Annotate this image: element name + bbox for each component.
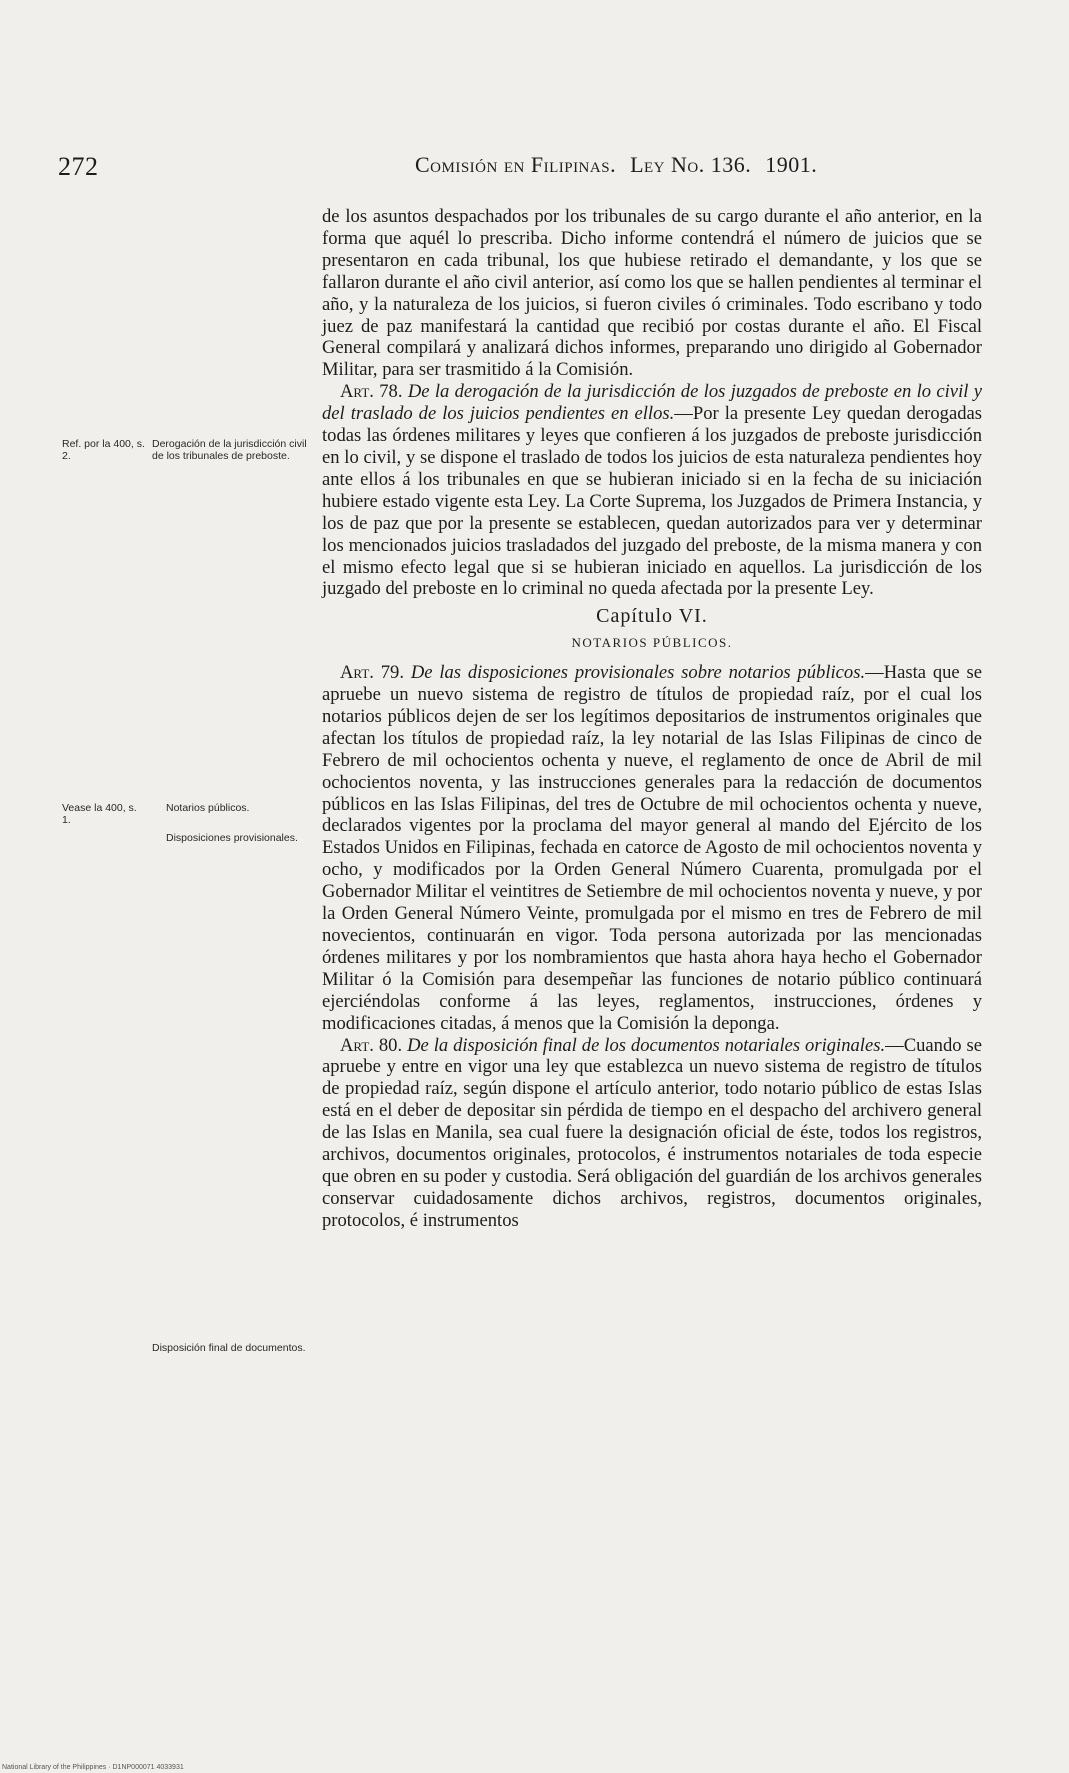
main-text xyxy=(322,206,982,1232)
running-head-year: 1901. xyxy=(765,152,818,177)
chapter-heading: Capítulo VI. xyxy=(596,605,708,628)
article-80-label: Art. 80. xyxy=(340,1034,403,1056)
page-number: 272 xyxy=(58,152,99,181)
article-78-text: —Por la presente Ley quedan derogadas todas las órdenes militares y leyes que confieren á los juzgados de preboste jurisdicción en lo civil, y se dispone el traslado de todos los juicios de esta naturaleza pendientes hoy ante ellos á los tribunales en que se hubieran iniciado si en la fecha de su iniciación hubiere estado vigente esta Ley. La Corte Suprema, los Juzgados de Primera Instancia, y los de paz que por la presente se establecen, quedan autorizados para ver y determinar los mencionados juicios trasladados del juzgado del preboste, de la misma manera y con el mismo efecto legal que si se hubieran iniciado en aquellos. La jurisdicción de los juzgado del preboste en lo criminal no queda afectada por la presente Ley. xyxy=(322,403,983,600)
scan-footer: National Library of the Philippines · D1NP000071 4033931 xyxy=(2,1764,184,1771)
article-78 xyxy=(322,381,982,600)
margin-ref-art79: Vease la 400, s. 1. xyxy=(62,802,137,826)
article-79-label: Art. 79. xyxy=(340,662,404,684)
running-head-title: Comisión en Filipinas. xyxy=(415,152,617,177)
margin-note-art79: Disposiciones provisionales. xyxy=(166,832,298,844)
article-79-title: De las disposiciones provisionales sobre notarios públicos. xyxy=(410,662,866,684)
article-79 xyxy=(322,662,982,1034)
chapter-title: NOTARIOS PÚBLICOS. xyxy=(571,635,733,651)
continuation-paragraph: de los asuntos despachados por los tribunales de su cargo durante el año anterior, en la forma que aquél lo prescriba. Dicho informe contendrá el número de juicios que se presentaron en cada tribunal, los que hubiese retirado el demandante, y los que se fallaron durante el año civil anterior, así como los que se hallen pendientes al terminar el año, y la naturaleza de los juicios, si fueron civiles ó criminales. Todo escribano y todo juez de paz manifestará la cantidad que recibió por costas durante el año. El Fiscal General compilará y analizará dichos informes, preparando uno dirigido al Gobernador Militar, para ser trasmitido á la Comisión. xyxy=(322,206,982,381)
article-78-title: De la derogación de la jurisdicción de los juzgados de preboste en lo civil y del traslado de los juicios pendientes en ellos. xyxy=(322,381,982,425)
running-head xyxy=(415,152,817,178)
margin-note-art80: Disposición final de documentos. xyxy=(152,1342,306,1354)
article-80 xyxy=(322,1035,982,1232)
article-80-text: —Cuando se apruebe y entre en vigor una ley que establezca un nuevo sistema de registro de títulos de propiedad raíz, según dispone el artículo anterior, todo notario público de estas Islas está en el deber de depositar sin pérdida de tiempo en el despacho del archivero general de las Islas en Manila, sea cual fuere la designación oficial de éste, todos los registros, archivos, documentos originales, protocolos, é instrumentos notariales de toda especie que obren en su poder y custodia. Será obligación del guardián de los archivos generales conservar cuidadosamente dichos archivos, registros, documentos originales, protocolos, é instrumentos xyxy=(322,1034,982,1231)
article-79-text: —Hasta que se apruebe un nuevo sistema de registro de títulos de propiedad raíz, por el cual los notarios públicos dejen de ser los legítimos depositarios de instrumentos originales que afectan los títulos de propiedad raíz, la ley notarial de las Islas Filipinas de cinco de Febrero de mil ochocientos ochenta y nueve, el reglamento de once de Abril de mil ochocientos noventa, y las instrucciones generales para la redacción de documentos públicos en las Islas Filipinas, del tres de Octubre de mil ochocientos ochenta y nueve, declarados vigentes por la proclama del mayor general al mando del Ejército de los Estados Unidos en Filipinas, fechada en catorce de Agosto de mil ochocientos noventa y ocho, y modificados por la Orden General Número Cuarenta, promulgada por el Gobernador Militar el veintitres de Setiembre de mil ochocientos noventa y nueve, y por la Orden General Número Veinte, promulgada por el mismo en tres de Febrero de mil novecientos, continuarán en vigor. Toda persona autorizada por las mencionadas órdenes militares y por los nombramientos que hasta ahora haya hecho el Gobernador Militar ó la Comisión para desempeñar las funciones de notario público continuará ejerciéndolas conforme á las leyes, reglamentos, instrucciones, órdenes y modificaciones citadas, á menos que la Comisión la deponga. xyxy=(322,662,982,1034)
margin-note-chapter: Notarios públicos. xyxy=(166,802,250,814)
margin-note-art78: Derogación de la jurisdicción civil de los tribunales de preboste. xyxy=(152,438,307,462)
running-head-law: Ley No. 136. xyxy=(630,152,752,177)
article-80-title: De la disposición final de los documentos notariales originales. xyxy=(407,1034,886,1056)
margin-ref-art78: Ref. por la 400, s. 2. xyxy=(62,438,145,462)
article-78-label: Art. 78. xyxy=(340,381,403,403)
